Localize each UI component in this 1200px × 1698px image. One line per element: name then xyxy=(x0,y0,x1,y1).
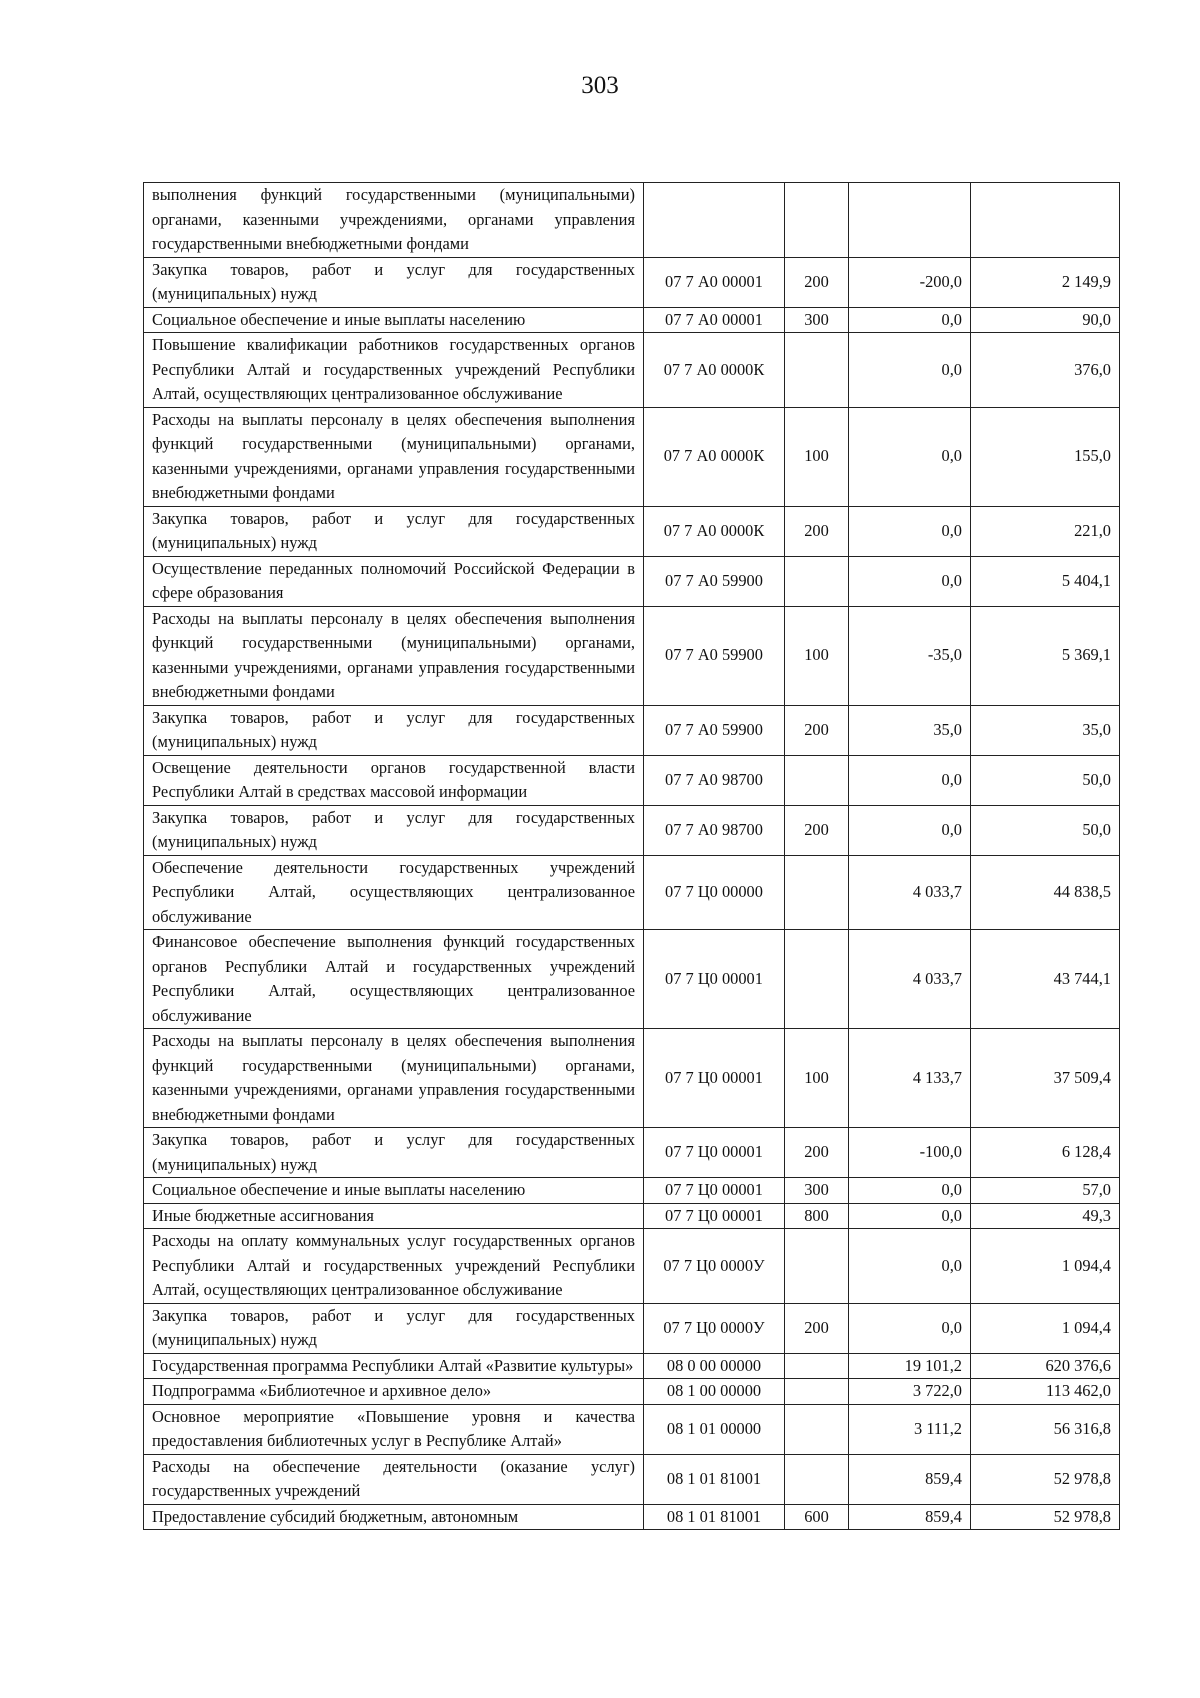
table-row xyxy=(144,257,1120,307)
row-expense-type-cell: 200 xyxy=(785,805,849,855)
row-code-cell: 07 7 А0 00001 xyxy=(644,307,785,333)
table-row xyxy=(144,1203,1120,1229)
row-name-cell: Закупка товаров, работ и услуг для государственных (муниципальных) нужд xyxy=(144,1303,644,1353)
row-name-cell: Социальное обеспечение и иные выплаты населению xyxy=(144,307,644,333)
row-total-cell: 2 149,9 xyxy=(971,257,1120,307)
row-total-cell: 35,0 xyxy=(971,705,1120,755)
row-code-cell: 07 7 А0 59900 xyxy=(644,606,785,705)
row-name-cell: Обеспечение деятельности государственных учреждений Республики Алтай, осуществляющих централизованное обслуживание xyxy=(144,855,644,930)
row-total-cell xyxy=(971,183,1120,258)
table-row xyxy=(144,1379,1120,1405)
row-expense-type-cell xyxy=(785,1379,849,1405)
row-expense-type-cell xyxy=(785,855,849,930)
table-row xyxy=(144,705,1120,755)
row-code-cell: 07 7 А0 59900 xyxy=(644,705,785,755)
row-total-cell: 52 978,8 xyxy=(971,1504,1120,1530)
row-change-cell: 0,0 xyxy=(849,755,971,805)
row-expense-type-cell xyxy=(785,183,849,258)
row-expense-type-cell xyxy=(785,930,849,1029)
table-row xyxy=(144,1029,1120,1128)
table-row xyxy=(144,1454,1120,1504)
row-total-cell: 50,0 xyxy=(971,755,1120,805)
table-row xyxy=(144,1303,1120,1353)
row-code-cell: 07 7 А0 98700 xyxy=(644,755,785,805)
row-code-cell: 08 1 01 81001 xyxy=(644,1454,785,1504)
table-row xyxy=(144,1178,1120,1204)
row-code-cell: 07 7 А0 0000К xyxy=(644,333,785,408)
row-expense-type-cell xyxy=(785,1229,849,1304)
row-name-cell: Закупка товаров, работ и услуг для государственных (муниципальных) нужд xyxy=(144,257,644,307)
row-name-cell: Социальное обеспечение и иные выплаты населению xyxy=(144,1178,644,1204)
row-name-cell: Финансовое обеспечение выполнения функций государственных органов Республики Алтай и государственных учреждений Республики Алтай, осуществляющих централизованное обслуживание xyxy=(144,930,644,1029)
row-change-cell: 0,0 xyxy=(849,805,971,855)
row-change-cell: -35,0 xyxy=(849,606,971,705)
row-name-cell: Расходы на оплату коммунальных услуг государственных органов Республики Алтай и государственных учреждений Республики Алтай, осуществляющих централизованное обслуживание xyxy=(144,1229,644,1304)
row-change-cell: 0,0 xyxy=(849,1303,971,1353)
row-expense-type-cell: 200 xyxy=(785,1128,849,1178)
row-name-cell: Расходы на выплаты персоналу в целях обеспечения выполнения функций государственными (муниципальными) органами, казенными учреждениями, органами управления государственными внебюджетными фондами xyxy=(144,1029,644,1128)
row-change-cell: 0,0 xyxy=(849,1203,971,1229)
row-total-cell: 1 094,4 xyxy=(971,1303,1120,1353)
row-name-cell: Подпрограмма «Библиотечное и архивное дело» xyxy=(144,1379,644,1405)
row-code-cell: 07 7 А0 0000К xyxy=(644,407,785,506)
row-total-cell: 5 369,1 xyxy=(971,606,1120,705)
row-total-cell: 56 316,8 xyxy=(971,1404,1120,1454)
table-row xyxy=(144,333,1120,408)
row-code-cell: 07 7 Ц0 0000У xyxy=(644,1303,785,1353)
row-total-cell: 37 509,4 xyxy=(971,1029,1120,1128)
table-row xyxy=(144,755,1120,805)
table-row xyxy=(144,930,1120,1029)
row-change-cell: 0,0 xyxy=(849,407,971,506)
table-row xyxy=(144,183,1120,258)
row-code-cell: 07 7 А0 0000К xyxy=(644,506,785,556)
row-name-cell: Основное мероприятие «Повышение уровня и качества предоставления библиотечных услуг в Республике Алтай» xyxy=(144,1404,644,1454)
row-expense-type-cell: 300 xyxy=(785,307,849,333)
row-change-cell: 859,4 xyxy=(849,1454,971,1504)
row-change-cell: -200,0 xyxy=(849,257,971,307)
row-total-cell: 376,0 xyxy=(971,333,1120,408)
table-row xyxy=(144,506,1120,556)
row-expense-type-cell xyxy=(785,755,849,805)
row-total-cell: 44 838,5 xyxy=(971,855,1120,930)
row-expense-type-cell: 200 xyxy=(785,257,849,307)
row-expense-type-cell: 100 xyxy=(785,1029,849,1128)
table-row xyxy=(144,307,1120,333)
row-name-cell: Расходы на выплаты персоналу в целях обеспечения выполнения функций государственными (муниципальными) органами, казенными учреждениями, органами управления государственными внебюджетными фондами xyxy=(144,606,644,705)
row-code-cell: 07 7 Ц0 00001 xyxy=(644,1128,785,1178)
row-change-cell: 3 111,2 xyxy=(849,1404,971,1454)
row-total-cell: 52 978,8 xyxy=(971,1454,1120,1504)
row-change-cell: 3 722,0 xyxy=(849,1379,971,1405)
row-name-cell: Закупка товаров, работ и услуг для государственных (муниципальных) нужд xyxy=(144,506,644,556)
row-code-cell xyxy=(644,183,785,258)
row-code-cell: 07 7 А0 00001 xyxy=(644,257,785,307)
row-expense-type-cell: 100 xyxy=(785,606,849,705)
row-total-cell: 113 462,0 xyxy=(971,1379,1120,1405)
budget-table xyxy=(143,182,1120,1530)
row-change-cell: 0,0 xyxy=(849,556,971,606)
row-name-cell: Расходы на обеспечение деятельности (оказание услуг) государственных учреждений xyxy=(144,1454,644,1504)
row-total-cell: 43 744,1 xyxy=(971,930,1120,1029)
row-code-cell: 08 0 00 00000 xyxy=(644,1353,785,1379)
row-code-cell: 07 7 Ц0 00001 xyxy=(644,930,785,1029)
row-change-cell: 0,0 xyxy=(849,1229,971,1304)
row-code-cell: 07 7 Ц0 00001 xyxy=(644,1029,785,1128)
row-change-cell: 4 133,7 xyxy=(849,1029,971,1128)
table-row xyxy=(144,1504,1120,1530)
row-name-cell: Иные бюджетные ассигнования xyxy=(144,1203,644,1229)
row-expense-type-cell xyxy=(785,1353,849,1379)
row-total-cell: 50,0 xyxy=(971,805,1120,855)
row-total-cell: 1 094,4 xyxy=(971,1229,1120,1304)
row-code-cell: 07 7 Ц0 00001 xyxy=(644,1203,785,1229)
row-expense-type-cell: 300 xyxy=(785,1178,849,1204)
row-total-cell: 155,0 xyxy=(971,407,1120,506)
row-name-cell: Расходы на выплаты персоналу в целях обеспечения выполнения функций государственными (муниципальными) органами, казенными учреждениями, органами управления государственными внебюджетными фондами xyxy=(144,407,644,506)
row-total-cell: 620 376,6 xyxy=(971,1353,1120,1379)
row-code-cell: 07 7 Ц0 00000 xyxy=(644,855,785,930)
row-expense-type-cell: 800 xyxy=(785,1203,849,1229)
table-row xyxy=(144,556,1120,606)
row-expense-type-cell: 600 xyxy=(785,1504,849,1530)
row-expense-type-cell: 200 xyxy=(785,506,849,556)
table-row xyxy=(144,407,1120,506)
table-row xyxy=(144,1128,1120,1178)
table-row xyxy=(144,1229,1120,1304)
row-expense-type-cell: 100 xyxy=(785,407,849,506)
row-total-cell: 49,3 xyxy=(971,1203,1120,1229)
row-name-cell: выполнения функций государственными (муниципальными) органами, казенными учреждениями, органами управления государственными внебюджетными фондами xyxy=(144,183,644,258)
row-name-cell: Государственная программа Республики Алтай «Развитие культуры» xyxy=(144,1353,644,1379)
row-name-cell: Закупка товаров, работ и услуг для государственных (муниципальных) нужд xyxy=(144,705,644,755)
row-code-cell: 08 1 01 00000 xyxy=(644,1404,785,1454)
table-row xyxy=(144,855,1120,930)
row-name-cell: Повышение квалификации работников государственных органов Республики Алтай и государственных учреждений Республики Алтай, осуществляющих централизованное обслуживание xyxy=(144,333,644,408)
row-name-cell: Предоставление субсидий бюджетным, автономным xyxy=(144,1504,644,1530)
row-expense-type-cell xyxy=(785,333,849,408)
row-code-cell: 07 7 Ц0 00001 xyxy=(644,1178,785,1204)
row-total-cell: 221,0 xyxy=(971,506,1120,556)
row-name-cell: Освещение деятельности органов государственной власти Республики Алтай в средствах массовой информации xyxy=(144,755,644,805)
row-change-cell: 0,0 xyxy=(849,1178,971,1204)
row-code-cell: 07 7 А0 98700 xyxy=(644,805,785,855)
row-expense-type-cell: 200 xyxy=(785,1303,849,1353)
row-name-cell: Закупка товаров, работ и услуг для государственных (муниципальных) нужд xyxy=(144,1128,644,1178)
table-row xyxy=(144,805,1120,855)
row-code-cell: 07 7 Ц0 0000У xyxy=(644,1229,785,1304)
row-change-cell: 859,4 xyxy=(849,1504,971,1530)
row-change-cell: 0,0 xyxy=(849,333,971,408)
row-change-cell: 35,0 xyxy=(849,705,971,755)
row-total-cell: 57,0 xyxy=(971,1178,1120,1204)
row-change-cell: 4 033,7 xyxy=(849,930,971,1029)
row-change-cell xyxy=(849,183,971,258)
row-change-cell: 0,0 xyxy=(849,506,971,556)
table-row xyxy=(144,606,1120,705)
table-row xyxy=(144,1353,1120,1379)
row-expense-type-cell xyxy=(785,556,849,606)
row-change-cell: -100,0 xyxy=(849,1128,971,1178)
page-number: 303 xyxy=(581,72,619,99)
row-total-cell: 5 404,1 xyxy=(971,556,1120,606)
budget-table-body xyxy=(144,183,1120,1530)
row-change-cell: 19 101,2 xyxy=(849,1353,971,1379)
table-row xyxy=(144,1404,1120,1454)
row-total-cell: 90,0 xyxy=(971,307,1120,333)
row-name-cell: Закупка товаров, работ и услуг для государственных (муниципальных) нужд xyxy=(144,805,644,855)
row-expense-type-cell: 200 xyxy=(785,705,849,755)
row-code-cell: 08 1 00 00000 xyxy=(644,1379,785,1405)
row-change-cell: 4 033,7 xyxy=(849,855,971,930)
row-total-cell: 6 128,4 xyxy=(971,1128,1120,1178)
row-expense-type-cell xyxy=(785,1454,849,1504)
row-change-cell: 0,0 xyxy=(849,307,971,333)
row-code-cell: 07 7 А0 59900 xyxy=(644,556,785,606)
row-expense-type-cell xyxy=(785,1404,849,1454)
row-code-cell: 08 1 01 81001 xyxy=(644,1504,785,1530)
row-name-cell: Осуществление переданных полномочий Российской Федерации в сфере образования xyxy=(144,556,644,606)
